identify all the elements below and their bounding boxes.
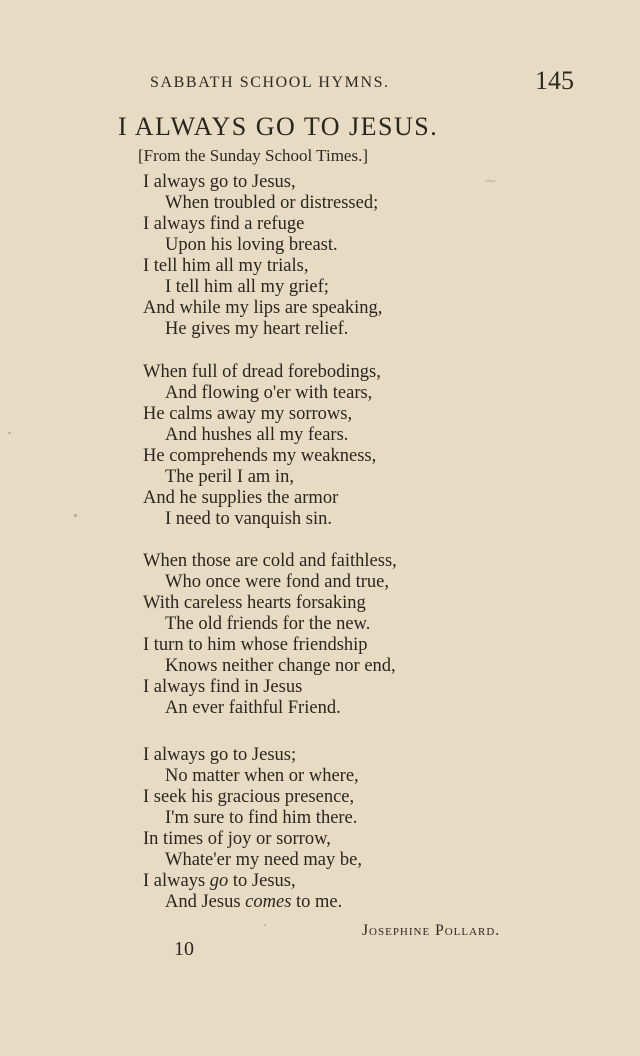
verse-line: In times of joy or sorrow,: [143, 829, 331, 849]
verse-line: Knows neither change nor end,: [165, 656, 396, 676]
verse-line: I tell him all my trials,: [143, 256, 309, 276]
signature-mark: 10: [174, 938, 194, 960]
paper-speck: [264, 924, 266, 926]
verse-line: When those are cold and faithless,: [143, 551, 397, 571]
verse-emphasis: comes: [245, 892, 292, 912]
verse-line: The old friends for the new.: [165, 614, 371, 634]
verse-line: I seek his gracious presence,: [143, 787, 355, 807]
verse-text: I always: [143, 871, 210, 891]
paper-speck: [74, 514, 77, 517]
verse-line: An ever faithful Friend.: [165, 698, 341, 718]
verse-line: He comprehends my weakness,: [143, 446, 377, 466]
verse-text: to me.: [291, 892, 343, 912]
verse-text: to Jesus,: [228, 871, 296, 891]
verse-emphasis: go: [209, 871, 229, 891]
verse-line: Whate'er my need may be,: [165, 850, 362, 870]
verse-line: When full of dread forebodings,: [143, 362, 381, 382]
verse-line: I always go to Jesus;: [143, 745, 297, 765]
verse-line: When troubled or distressed;: [165, 193, 379, 213]
verse-line: Who once were fond and true,: [165, 572, 389, 592]
verse-line: I tell him all my grief;: [165, 277, 329, 297]
verse-line: He gives my heart relief.: [165, 319, 349, 339]
paper-speck: [484, 180, 496, 182]
verse-text: And Jesus: [165, 892, 246, 912]
verse-line: He calms away my sorrows,: [143, 404, 353, 424]
stanza-3: [143, 551, 397, 719]
paper-speck: [8, 432, 11, 434]
stanza-4: [143, 745, 362, 913]
verse-line: I always go to Jesus,: [143, 172, 296, 192]
verse-line: And hushes all my fears.: [165, 425, 349, 445]
hymn-title: I ALWAYS GO TO JESUS.: [118, 112, 439, 141]
verse-line: I always find a refuge: [143, 214, 305, 234]
verse-line: And while my lips are speaking,: [143, 298, 383, 318]
verse-line: I always find in Jesus: [143, 677, 303, 697]
author-credit: Josephine Pollard.: [362, 922, 501, 939]
verse-line: I'm sure to find him there.: [165, 808, 358, 828]
verse-line: The peril I am in,: [165, 467, 294, 487]
page-number: 145: [535, 66, 574, 95]
verse-line: I turn to him whose friendship: [143, 635, 368, 655]
running-head: SABBATH SCHOOL HYMNS.: [150, 74, 390, 91]
verse-line: No matter when or where,: [165, 766, 359, 786]
verse-line: And he supplies the armor: [143, 488, 339, 508]
stanza-2: [143, 362, 381, 530]
verse-line: [143, 871, 362, 892]
verse-line: Upon his loving breast.: [165, 235, 338, 255]
stanza-1: [143, 172, 382, 340]
verse-line: With careless hearts forsaking: [143, 593, 366, 613]
verse-line: I need to vanquish sin.: [165, 509, 332, 529]
hymn-source: [From the Sunday School Times.]: [138, 146, 368, 165]
verse-line: [143, 892, 362, 913]
verse-line: And flowing o'er with tears,: [165, 383, 373, 403]
